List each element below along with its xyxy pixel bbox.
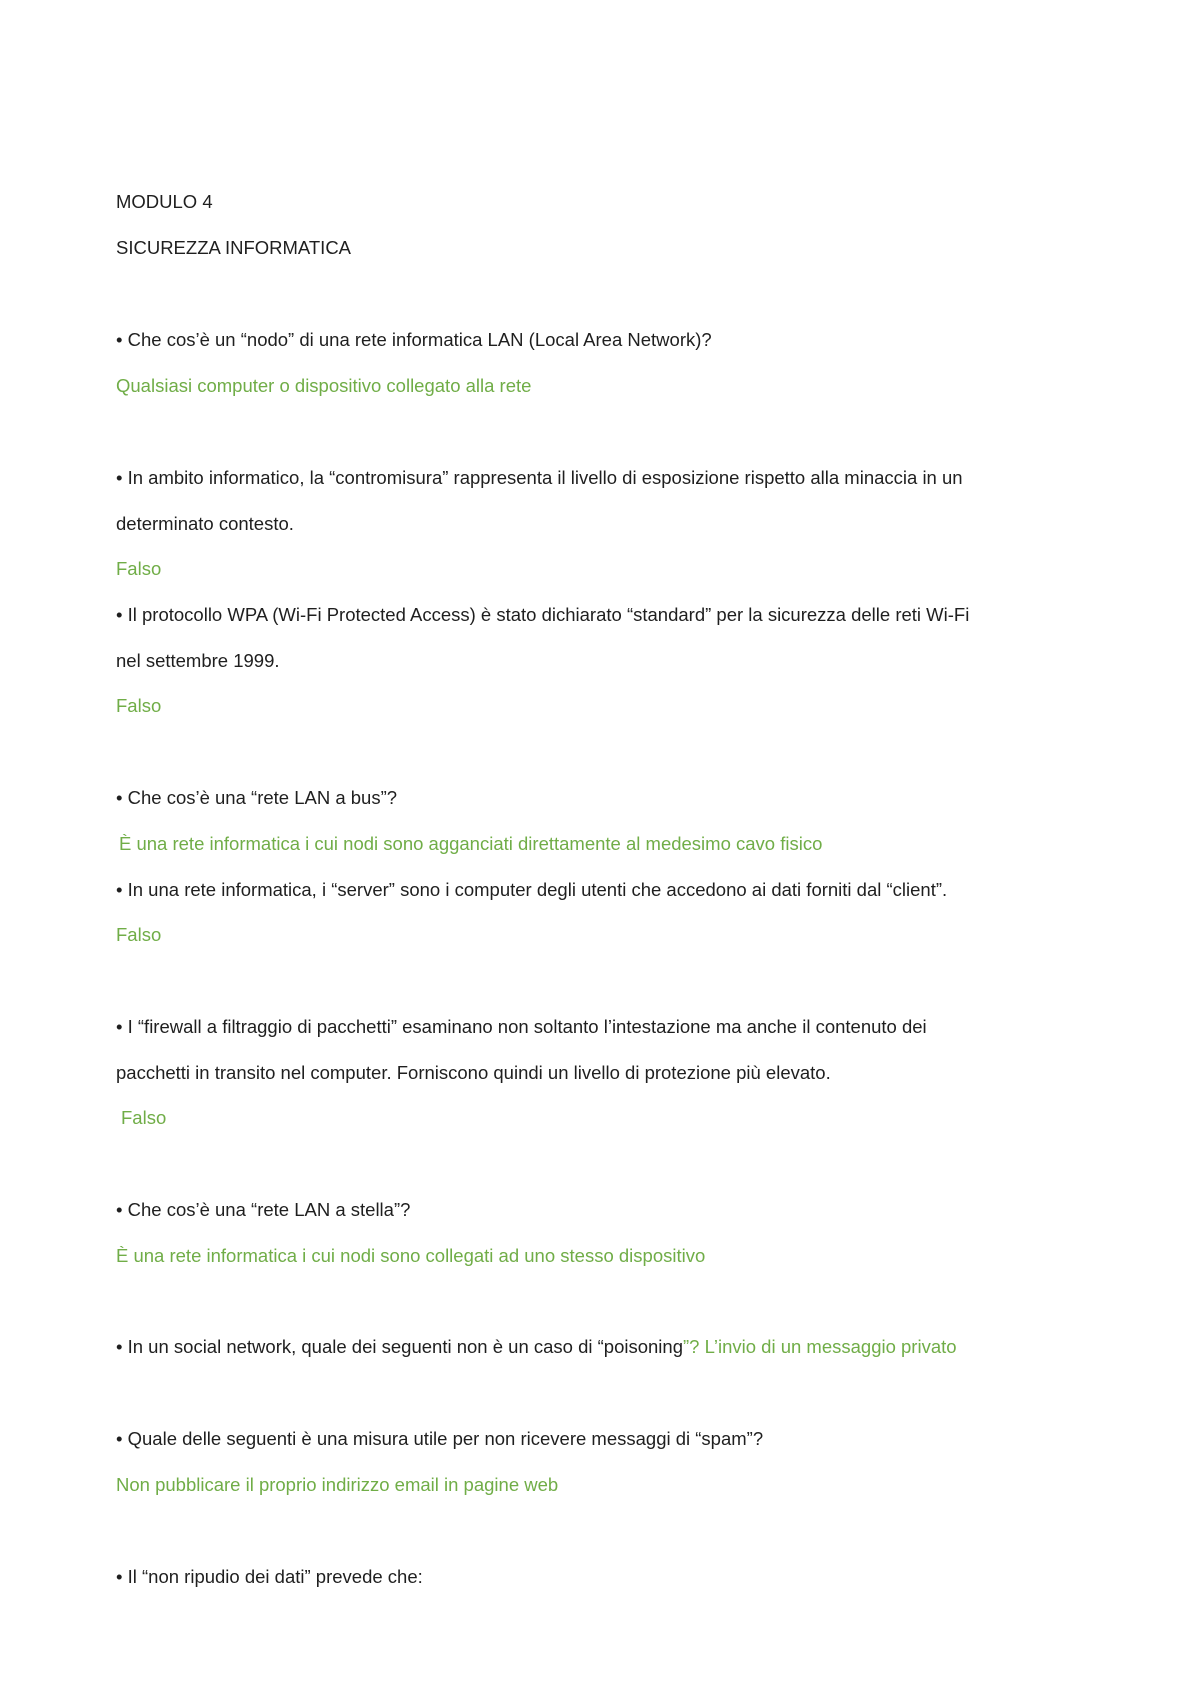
answer-9: Non pubblicare il proprio indirizzo email in pagine web <box>116 1474 559 1495</box>
question-8-line <box>116 1335 1096 1359</box>
question-2-line-1: • In ambito informatico, la “contromisura” rappresenta il livello di esposizione rispetto alla minaccia in un <box>116 467 963 488</box>
question-6-line-2: pacchetti in transito nel computer. Forniscono quindi un livello di protezione più elevato. <box>116 1062 831 1083</box>
question-3-line-1: • Il protocollo WPA (Wi-Fi Protected Access) è stato dichiarato “standard” per la sicurezza delle reti Wi-Fi <box>116 604 970 625</box>
question-4: • Che cos’è una “rete LAN a bus”? <box>116 787 398 808</box>
question-10: • Il “non ripudio dei dati” prevede che: <box>116 1566 423 1587</box>
answer-7: È una rete informatica i cui nodi sono collegati ad uno stesso dispositivo <box>116 1245 706 1266</box>
question-1: • Che cos’è un “nodo” di una rete informatica LAN (Local Area Network)? <box>116 329 712 350</box>
answer-6: Falso <box>121 1107 167 1128</box>
answer-8: ”? L’invio di un messaggio privato <box>683 1336 957 1357</box>
module-title: MODULO 4 <box>116 191 213 212</box>
answer-1: Qualsiasi computer o dispositivo collegato alla rete <box>116 375 532 396</box>
question-8: • In un social network, quale dei seguenti non è un caso di “poisoning <box>116 1336 683 1357</box>
question-5: • In una rete informatica, i “server” sono i computer degli utenti che accedono ai dati forniti dal “client”. <box>116 879 948 900</box>
answer-5: Falso <box>116 924 162 945</box>
question-3-line-2: nel settembre 1999. <box>116 650 280 671</box>
question-2-line-2: determinato contesto. <box>116 513 294 534</box>
answer-4: È una rete informatica i cui nodi sono agganciati direttamente al medesimo cavo fisico <box>119 833 823 854</box>
question-7: • Che cos’è una “rete LAN a stella”? <box>116 1199 411 1220</box>
subject-title: SICUREZZA INFORMATICA <box>116 237 352 258</box>
question-6-line-1: • I “firewall a filtraggio di pacchetti” esaminano non soltanto l’intestazione ma anche il contenuto dei <box>116 1016 927 1037</box>
question-9: • Quale delle seguenti è una misura utile per non ricevere messaggi di “spam”? <box>116 1428 764 1449</box>
answer-3: Falso <box>116 695 162 716</box>
answer-2: Falso <box>116 558 162 579</box>
